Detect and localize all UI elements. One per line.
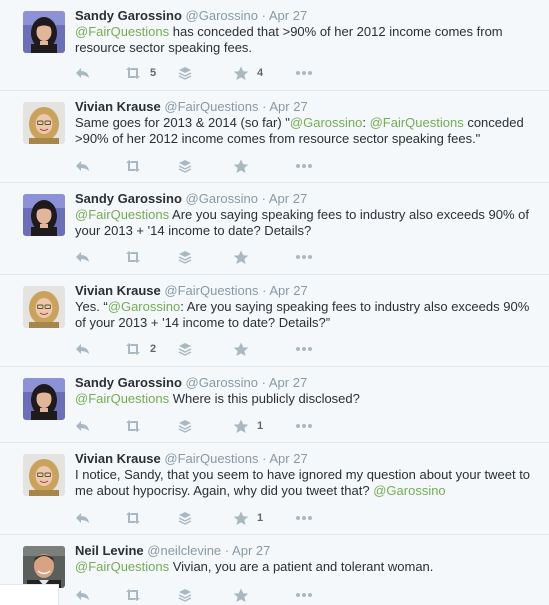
buffer-button[interactable] xyxy=(178,248,192,266)
more-icon xyxy=(295,423,313,429)
author-name[interactable]: Sandy Garossino xyxy=(75,375,182,390)
author-name[interactable]: Neil Levine xyxy=(75,543,144,558)
favorite-count: 1 xyxy=(257,512,264,524)
author-handle[interactable]: @Garossino xyxy=(185,375,258,390)
reply-icon xyxy=(75,588,91,602)
retweet-icon xyxy=(124,588,142,602)
avatar-image xyxy=(23,454,65,496)
tweet-text-segment: Are you saying speaking fees to industry also exceeds 90% of your 2013 + '14 income to date? Details? xyxy=(75,207,530,238)
page-corner-panel xyxy=(0,584,59,605)
buffer-icon xyxy=(178,511,192,525)
retweet-icon xyxy=(124,511,142,525)
reply-icon xyxy=(75,511,91,525)
author-handle[interactable]: @Garossino xyxy=(185,8,258,23)
favorite-icon xyxy=(233,159,249,174)
mention-link[interactable]: @Garossino xyxy=(373,483,446,498)
author-name[interactable]: Sandy Garossino xyxy=(75,191,182,206)
more-icon xyxy=(295,163,313,169)
tweet[interactable] xyxy=(0,275,549,367)
reply-icon xyxy=(75,342,91,356)
timestamp[interactable]: Apr 27 xyxy=(269,451,308,466)
tweet[interactable] xyxy=(0,535,549,604)
favorite-button[interactable] xyxy=(233,509,263,527)
tweet-text-segment: conceded >90% of her 2012 income comes from resource sector speaking fees." xyxy=(75,115,524,146)
tweet-text-segment: Yes. “ xyxy=(75,299,108,314)
author-handle[interactable]: @FairQuestions xyxy=(164,451,259,466)
tweet-text xyxy=(75,207,540,239)
tweet-header xyxy=(75,375,307,391)
favorite-button[interactable] xyxy=(233,64,263,82)
reply-button[interactable] xyxy=(75,586,91,604)
tweet[interactable] xyxy=(0,0,549,91)
reply-button[interactable] xyxy=(75,64,91,82)
reply-icon xyxy=(75,250,91,264)
buffer-icon xyxy=(178,66,192,80)
timestamp[interactable]: Apr 27 xyxy=(268,8,308,23)
timestamp[interactable]: Apr 27 xyxy=(269,283,308,298)
favorite-button[interactable] xyxy=(233,157,249,175)
buffer-icon xyxy=(178,419,192,433)
tweet-text xyxy=(75,391,540,407)
buffer-button[interactable] xyxy=(178,509,192,527)
retweet-icon xyxy=(124,66,142,80)
avatar-image xyxy=(23,378,65,420)
tweet[interactable] xyxy=(0,443,549,535)
tweet-text-segment: : xyxy=(362,115,370,130)
avatar[interactable] xyxy=(23,546,65,588)
retweet-button[interactable] xyxy=(124,340,156,358)
reply-button[interactable] xyxy=(75,509,91,527)
tweet[interactable] xyxy=(0,183,549,275)
buffer-button[interactable] xyxy=(178,417,192,435)
avatar[interactable] xyxy=(23,454,65,496)
author-handle[interactable]: @Garossino xyxy=(185,191,258,206)
retweet-icon xyxy=(124,342,142,356)
buffer-button[interactable] xyxy=(178,64,192,82)
avatar[interactable] xyxy=(23,11,65,53)
timestamp[interactable]: Apr 27 xyxy=(268,191,308,206)
tweet-text xyxy=(75,559,540,575)
avatar[interactable] xyxy=(23,194,65,236)
author-handle[interactable]: @neilclevine xyxy=(147,543,222,558)
retweet-count: 5 xyxy=(150,67,157,79)
tweet-header xyxy=(75,283,308,299)
tweet-text xyxy=(75,24,540,56)
separator-dot: · xyxy=(261,8,266,23)
author-handle[interactable]: @FairQuestions xyxy=(164,99,259,114)
avatar-image xyxy=(23,546,65,588)
more-icon xyxy=(295,346,313,352)
tweet-text xyxy=(75,467,540,499)
more-icon xyxy=(295,515,313,521)
tweet-header xyxy=(75,543,270,559)
buffer-icon xyxy=(178,588,192,602)
more-button[interactable] xyxy=(295,586,313,604)
avatar-image xyxy=(23,194,65,236)
author-handle[interactable]: @FairQuestions xyxy=(164,283,259,298)
tweet[interactable] xyxy=(0,367,549,443)
favorite-icon xyxy=(233,66,249,81)
retweet-button[interactable] xyxy=(124,417,142,435)
reply-icon xyxy=(75,419,91,433)
separator-dot: · xyxy=(262,451,267,466)
tweet-header xyxy=(75,99,308,115)
tweet-text xyxy=(75,299,540,331)
timestamp[interactable]: Apr 27 xyxy=(232,543,271,558)
author-name[interactable]: Vivian Krause xyxy=(75,99,161,114)
more-icon xyxy=(295,254,313,260)
author-name[interactable]: Vivian Krause xyxy=(75,283,161,298)
author-name[interactable]: Sandy Garossino xyxy=(75,8,182,23)
buffer-button[interactable] xyxy=(178,586,192,604)
buffer-button[interactable] xyxy=(178,340,192,358)
reply-button[interactable] xyxy=(75,417,91,435)
avatar[interactable] xyxy=(23,286,65,328)
separator-dot: · xyxy=(224,543,230,558)
retweet-button[interactable] xyxy=(124,248,142,266)
more-button[interactable] xyxy=(295,509,313,527)
favorite-icon xyxy=(233,588,249,603)
mention-link[interactable]: @FairQuestions xyxy=(75,207,170,222)
mention-link[interactable]: @FairQuestions xyxy=(75,24,170,39)
avatar-image xyxy=(23,102,65,144)
more-button[interactable] xyxy=(295,340,313,358)
timestamp[interactable]: Apr 27 xyxy=(268,375,308,390)
separator-dot: · xyxy=(261,375,266,390)
favorite-icon xyxy=(233,342,249,357)
reply-button[interactable] xyxy=(75,157,91,175)
avatar[interactable] xyxy=(23,378,65,420)
mention-link[interactable]: @FairQuestions xyxy=(75,559,170,574)
more-button[interactable] xyxy=(295,64,313,82)
mention-link[interactable]: @FairQuestions xyxy=(75,391,170,406)
tweet-text xyxy=(75,115,540,147)
separator-dot: · xyxy=(261,191,266,206)
more-button[interactable] xyxy=(295,157,313,175)
retweet-button[interactable] xyxy=(124,64,156,82)
favorite-count: 4 xyxy=(257,67,264,79)
more-button[interactable] xyxy=(295,248,313,266)
reply-button[interactable] xyxy=(75,340,91,358)
avatar-image xyxy=(23,286,65,328)
favorite-icon xyxy=(233,511,249,526)
timestamp[interactable]: Apr 27 xyxy=(269,99,308,114)
favorite-icon xyxy=(233,419,249,434)
retweet-icon xyxy=(124,250,142,264)
favorite-count: 1 xyxy=(257,420,264,432)
retweet-icon xyxy=(124,419,142,433)
separator-dot: · xyxy=(262,283,267,298)
tweet-header xyxy=(75,8,307,24)
buffer-icon xyxy=(178,159,192,173)
tweet-text-segment: : Are you saying speaking fees to industry also exceeds 90% of your 2013 + '14 income to date? Details?” xyxy=(75,299,530,330)
retweet-icon xyxy=(124,159,142,173)
tweet-text-segment: Same goes for 2013 & 2014 (so far) " xyxy=(75,115,290,130)
author-name[interactable]: Vivian Krause xyxy=(75,451,161,466)
tweet-header xyxy=(75,191,307,207)
retweet-button[interactable] xyxy=(124,157,142,175)
more-icon xyxy=(295,592,313,598)
mention-link[interactable]: @FairQuestions xyxy=(369,115,464,130)
more-button[interactable] xyxy=(295,417,313,435)
tweet-text-segment: Vivian, you are a patient and tolerant woman. xyxy=(169,559,434,574)
favorite-icon xyxy=(233,250,249,265)
retweet-button[interactable] xyxy=(124,509,142,527)
favorite-button[interactable] xyxy=(233,586,249,604)
tweet-text-segment: Where is this publicly disclosed? xyxy=(169,391,360,406)
tweet-text-segment: I notice, Sandy, that you seem to have ignored my question about your tweet to me about hypocrisy. Again, why did you tweet that? xyxy=(75,467,531,498)
retweet-count: 2 xyxy=(150,343,157,355)
reply-icon xyxy=(75,159,91,173)
mention-link[interactable]: @Garossino xyxy=(289,115,363,130)
favorite-button[interactable] xyxy=(233,340,249,358)
favorite-button[interactable] xyxy=(233,417,263,435)
avatar[interactable] xyxy=(23,102,65,144)
tweet-header xyxy=(75,451,308,467)
avatar-image xyxy=(23,11,65,53)
mention-link[interactable]: @Garossino xyxy=(107,299,181,314)
buffer-icon xyxy=(178,342,192,356)
retweet-button[interactable] xyxy=(124,586,142,604)
tweet[interactable] xyxy=(0,91,549,183)
reply-icon xyxy=(75,66,91,80)
more-icon xyxy=(295,70,313,76)
favorite-button[interactable] xyxy=(233,248,249,266)
reply-button[interactable] xyxy=(75,248,91,266)
separator-dot: · xyxy=(262,99,267,114)
tweet-text-segment: has conceded that >90% of her 2012 income comes from resource sector speaking fees. xyxy=(75,24,503,55)
buffer-icon xyxy=(178,250,192,264)
buffer-button[interactable] xyxy=(178,157,192,175)
